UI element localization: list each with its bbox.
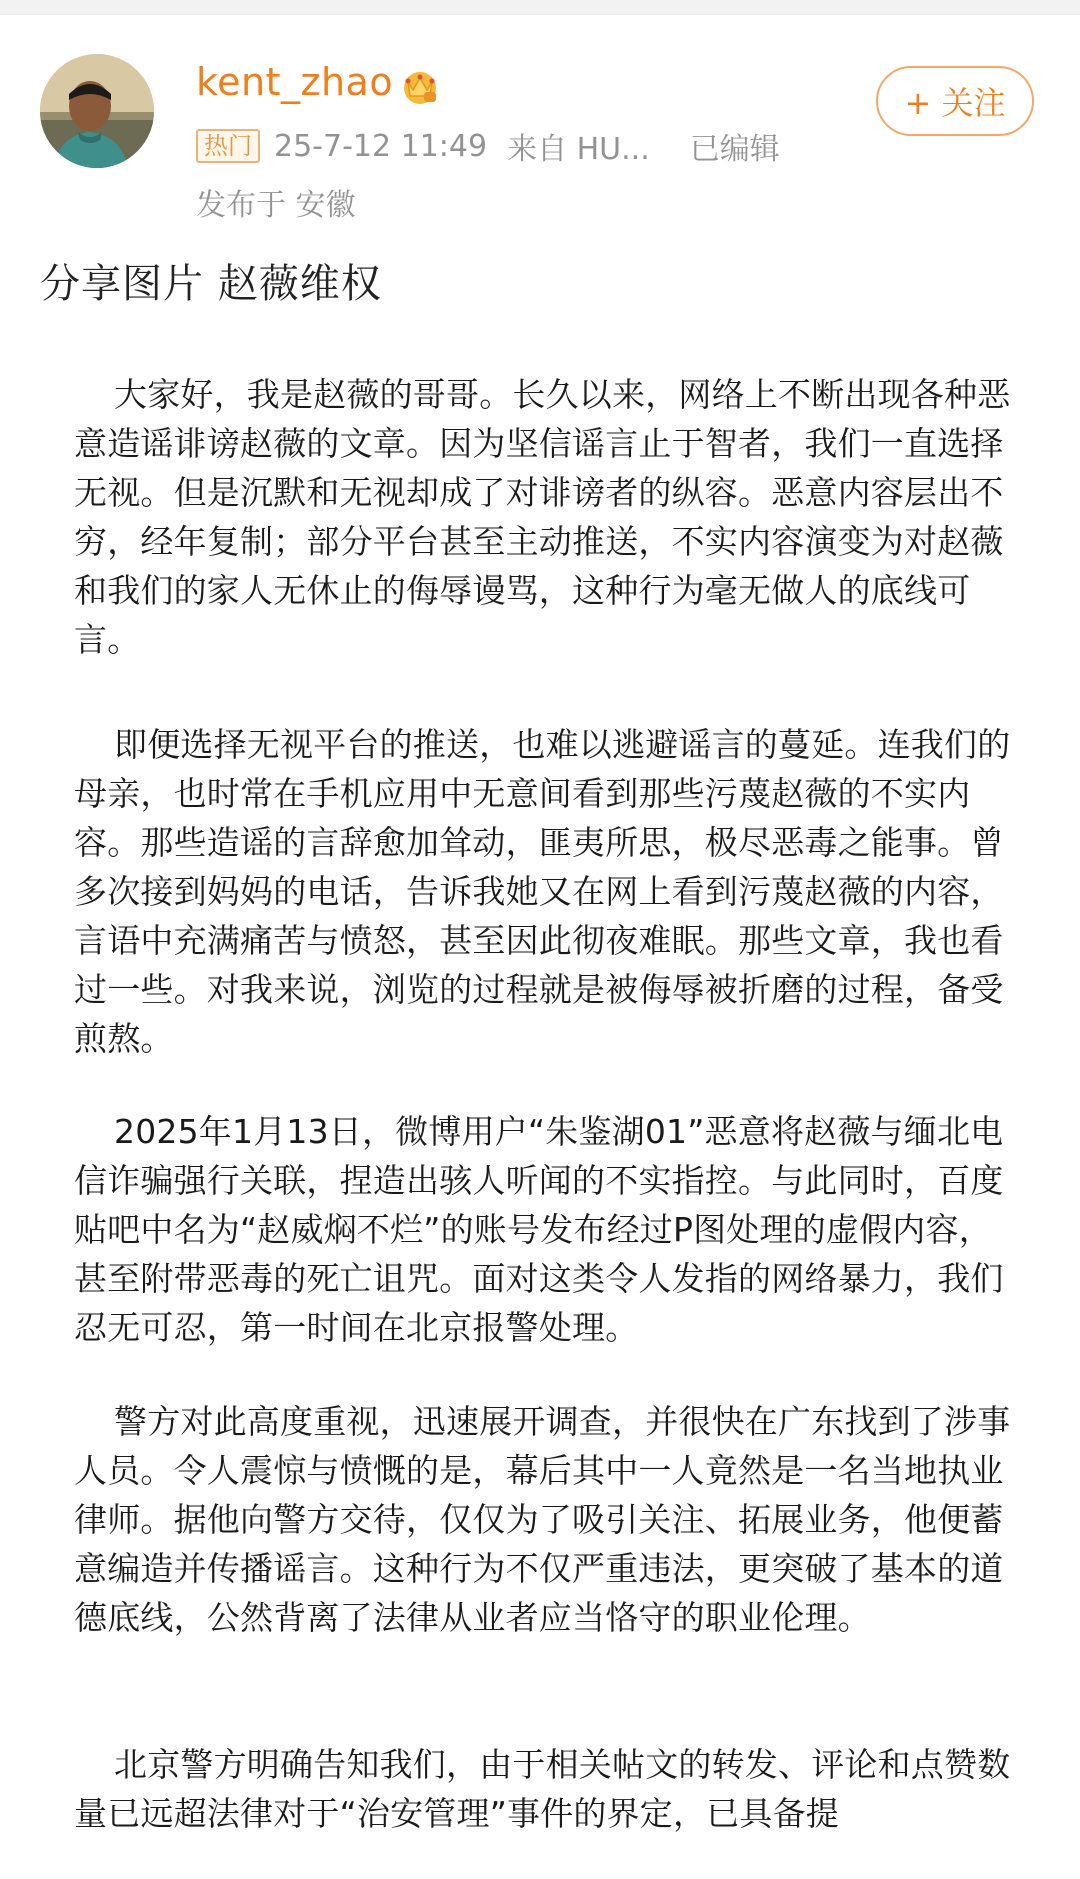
post-source[interactable]: 来自 HU... [507,132,650,167]
statement-paragraph: 2025年1月13日，微博用户“朱鉴湖01”恶意将赵薇与缅北电信诈骗强行关联，捏造出骇人听闻的不实指控。与此同时，百度贴吧中名为“赵威焖不烂”的账号发布经过P图处理的虚假内容，甚至附带恶毒的死亡诅咒。面对这类令人发指的网络暴力，我们忍无可忍，第一时间在北京报警处理。 [74,1112,1004,1347]
top-divider [0,0,1080,15]
edited-label[interactable]: 已编辑 [689,132,780,167]
post-meta [196,126,780,166]
post-header [0,14,1080,234]
statement-paragraph: 北京警方明确告知我们，由于相关帖文的转发、评论和点赞数量已远超法律对于“治安管理”事件的界定，已具备提 [74,1745,1011,1833]
statement-paragraph: 警方对此高度重视，迅速展开调查，并很快在广东找到了涉事人员。令人震惊与愤慨的是，幕后其中一人竟然是一名当地执业律师。据他向警方交待，仅仅为了吸引关注、拓展业务，他便蓄意编造并传播谣言。这种行为不仅严重违法，更突破了基本的道德底线，公然背离了法律从业者应当恪守的职业伦理。 [74,1402,1011,1637]
username[interactable]: kent_zhao [196,60,394,104]
post-location: 发布于 安徽 [196,188,356,223]
statement-paragraph: 即便选择无视平台的推送，也难以逃避谣言的蔓延。连我们的母亲，也时常在手机应用中无意间看到那些污蔑赵薇的不实内容。那些造谣的言辞愈加耸动，匪夷所思，极尽恶毒之能事。曾多次接到妈妈的电话，告诉我她又在网上看到污蔑赵薇的内容，言语中充满痛苦与愤怒，甚至因此彻夜难眠。那些文章，我也看过一些。对我来说，浏览的过程就是被侮辱被折磨的过程，备受煎熬。 [74,725,1011,1058]
shared-image[interactable] [40,330,1040,1879]
hot-badge: 热门 [196,129,260,163]
follow-button[interactable]: + 关注 [876,66,1034,136]
crown-icon [400,66,440,106]
statement-paragraph: 大家好，我是赵薇的哥哥。长久以来，网络上不断出现各种恶意造谣诽谤赵薇的文章。因为坚信谣言止于智者，我们一直选择无视。但是沉默和无视却成了对诽谤者的纵容。恶意内容层出不穷，经年复制；部分平台甚至主动推送，不实内容演变为对赵薇和我们的家人无休止的侮辱谩骂，这种行为毫无做人的底线可言。 [74,375,1011,659]
post-time: 25-7-12 11:49 [274,128,488,164]
avatar[interactable] [40,54,154,168]
post-title: 分享图片 赵薇维权 [40,261,382,307]
